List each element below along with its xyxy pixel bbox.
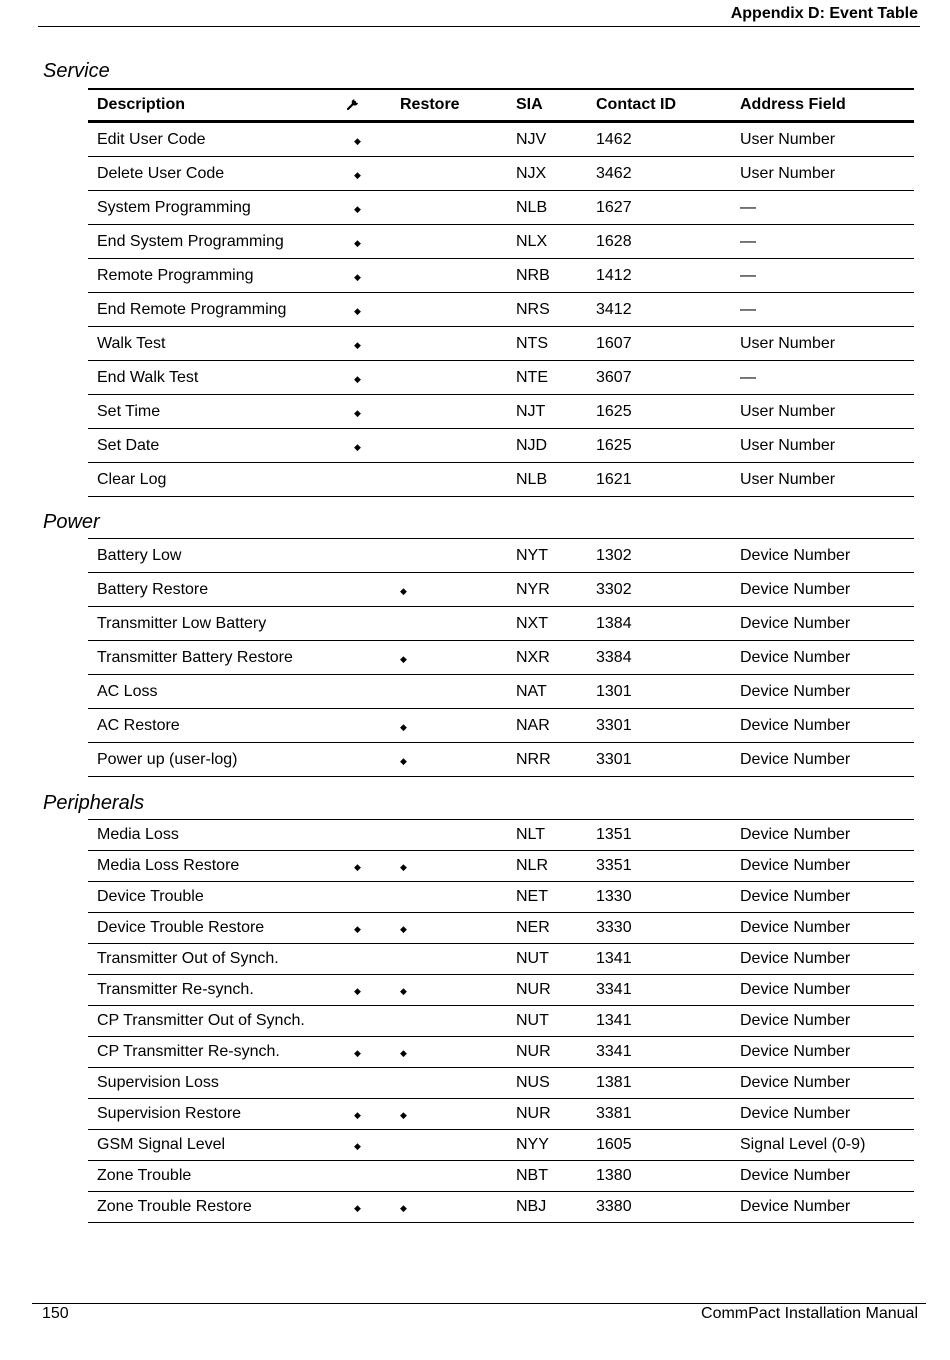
table-row xyxy=(88,1192,914,1223)
cell-sia: NYT xyxy=(507,539,587,573)
cell-contact-id: 1627 xyxy=(587,191,731,225)
cell-description: Set Time xyxy=(88,395,345,429)
table-row xyxy=(88,607,914,641)
cell-description: Edit User Code xyxy=(88,122,345,157)
cell-wrench-mark xyxy=(345,913,391,944)
cell-wrench-mark xyxy=(345,1192,391,1223)
restore-mark-diamond: ◆ xyxy=(400,924,407,934)
table-row xyxy=(88,191,914,225)
cell-address-field: Device Number xyxy=(731,1099,914,1130)
cell-restore-mark xyxy=(391,675,507,709)
cell-restore-mark xyxy=(391,157,507,191)
cell-sia: NUR xyxy=(507,1037,587,1068)
cell-wrench-mark xyxy=(345,607,391,641)
cell-address-field: Device Number xyxy=(731,913,914,944)
cell-contact-id: 1341 xyxy=(587,944,731,975)
table-row xyxy=(88,675,914,709)
cell-sia: NTS xyxy=(507,327,587,361)
cell-description: Walk Test xyxy=(88,327,345,361)
cell-restore-mark xyxy=(391,225,507,259)
event-table-power xyxy=(88,538,914,777)
cell-wrench-mark xyxy=(345,641,391,675)
cell-wrench-mark xyxy=(345,573,391,607)
cell-description: Zone Trouble Restore xyxy=(88,1192,345,1223)
wrench-mark-diamond: ◆ xyxy=(354,169,361,180)
cell-restore-mark xyxy=(391,743,507,777)
table-row xyxy=(88,882,914,913)
column-header-description: Description xyxy=(88,89,345,122)
section-title-service: Service xyxy=(43,60,110,82)
cell-sia: NAT xyxy=(507,675,587,709)
wrench-mark-diamond: ◆ xyxy=(354,441,361,452)
cell-sia: NBJ xyxy=(507,1192,587,1223)
table-row xyxy=(88,913,914,944)
cell-restore-mark xyxy=(391,539,507,573)
cell-restore-mark xyxy=(391,882,507,913)
cell-description: Transmitter Battery Restore xyxy=(88,641,345,675)
cell-wrench-mark xyxy=(345,1161,391,1192)
cell-wrench-mark xyxy=(345,361,391,395)
wrench-mark-diamond: ◆ xyxy=(354,1048,361,1058)
cell-contact-id: 3341 xyxy=(587,975,731,1006)
cell-wrench-mark xyxy=(345,882,391,913)
cell-contact-id: 1628 xyxy=(587,225,731,259)
wrench-mark-diamond: ◆ xyxy=(354,305,361,316)
cell-sia: NJX xyxy=(507,157,587,191)
cell-sia: NUT xyxy=(507,944,587,975)
cell-restore-mark xyxy=(391,641,507,675)
cell-restore-mark xyxy=(391,1068,507,1099)
cell-description: End Remote Programming xyxy=(88,293,345,327)
table-row xyxy=(88,1099,914,1130)
cell-description: Power up (user-log) xyxy=(88,743,345,777)
page-number: 150 xyxy=(42,1305,69,1322)
cell-address-field: Signal Level (0-9) xyxy=(731,1130,914,1161)
table-row xyxy=(88,975,914,1006)
cell-wrench-mark xyxy=(345,539,391,573)
wrench-mark-diamond: ◆ xyxy=(354,339,361,350)
cell-contact-id: 3301 xyxy=(587,709,731,743)
cell-description: CP Transmitter Re-synch. xyxy=(88,1037,345,1068)
page-footer xyxy=(32,1303,926,1328)
cell-restore-mark xyxy=(391,975,507,1006)
cell-contact-id: 3341 xyxy=(587,1037,731,1068)
cell-address-field: User Number xyxy=(731,327,914,361)
cell-wrench-mark xyxy=(345,743,391,777)
wrench-mark-diamond: ◆ xyxy=(354,924,361,934)
restore-mark-diamond: ◆ xyxy=(400,653,407,664)
table-row xyxy=(88,463,914,497)
cell-address-field: Device Number xyxy=(731,641,914,675)
cell-description: Clear Log xyxy=(88,463,345,497)
cell-address-field: Device Number xyxy=(731,1161,914,1192)
cell-wrench-mark xyxy=(345,259,391,293)
cell-description: Transmitter Re-synch. xyxy=(88,975,345,1006)
cell-sia: NRS xyxy=(507,293,587,327)
cell-sia: NXT xyxy=(507,607,587,641)
cell-contact-id: 1302 xyxy=(587,539,731,573)
cell-address-field: User Number xyxy=(731,429,914,463)
cell-sia: NLT xyxy=(507,820,587,851)
cell-address-field: Device Number xyxy=(731,975,914,1006)
cell-contact-id: 3462 xyxy=(587,157,731,191)
cell-address-field: User Number xyxy=(731,157,914,191)
wrench-mark-diamond: ◆ xyxy=(354,271,361,282)
cell-wrench-mark xyxy=(345,975,391,1006)
cell-sia: NYY xyxy=(507,1130,587,1161)
cell-wrench-mark xyxy=(345,225,391,259)
cell-wrench-mark xyxy=(345,820,391,851)
cell-sia: NUR xyxy=(507,1099,587,1130)
column-header-contact-id: Contact ID xyxy=(587,89,731,122)
cell-contact-id: 1462 xyxy=(587,122,731,157)
table-row xyxy=(88,157,914,191)
cell-address-field: Device Number xyxy=(731,944,914,975)
cell-restore-mark xyxy=(391,429,507,463)
cell-address-field: Device Number xyxy=(731,1037,914,1068)
cell-contact-id: 3412 xyxy=(587,293,731,327)
cell-contact-id: 3301 xyxy=(587,743,731,777)
cell-restore-mark xyxy=(391,1161,507,1192)
cell-wrench-mark xyxy=(345,851,391,882)
cell-restore-mark xyxy=(391,913,507,944)
cell-description: Set Date xyxy=(88,429,345,463)
cell-contact-id: 3351 xyxy=(587,851,731,882)
table-row xyxy=(88,1037,914,1068)
cell-wrench-mark xyxy=(345,327,391,361)
wrench-mark-diamond: ◆ xyxy=(354,407,361,418)
table-row xyxy=(88,1130,914,1161)
cell-wrench-mark xyxy=(345,944,391,975)
cell-address-field: — xyxy=(731,259,914,293)
cell-description: Transmitter Low Battery xyxy=(88,607,345,641)
cell-address-field: Device Number xyxy=(731,743,914,777)
cell-sia: NTE xyxy=(507,361,587,395)
cell-restore-mark xyxy=(391,944,507,975)
wrench-mark-diamond: ◆ xyxy=(354,1110,361,1120)
table-row xyxy=(88,259,914,293)
cell-contact-id: 3381 xyxy=(587,1099,731,1130)
cell-wrench-mark xyxy=(345,1099,391,1130)
restore-mark-diamond: ◆ xyxy=(400,585,407,596)
cell-restore-mark xyxy=(391,1037,507,1068)
cell-sia: NLR xyxy=(507,851,587,882)
cell-sia: NXR xyxy=(507,641,587,675)
table-row xyxy=(88,293,914,327)
cell-restore-mark xyxy=(391,851,507,882)
table-row xyxy=(88,361,914,395)
cell-description: End Walk Test xyxy=(88,361,345,395)
cell-sia: NUS xyxy=(507,1068,587,1099)
restore-mark-diamond: ◆ xyxy=(400,862,407,872)
cell-description: End System Programming xyxy=(88,225,345,259)
cell-sia: NET xyxy=(507,882,587,913)
cell-contact-id: 1607 xyxy=(587,327,731,361)
cell-restore-mark xyxy=(391,395,507,429)
cell-description: Remote Programming xyxy=(88,259,345,293)
cell-sia: NLX xyxy=(507,225,587,259)
cell-sia: NRB xyxy=(507,259,587,293)
wrench-mark-diamond: ◆ xyxy=(354,1203,361,1213)
cell-sia: NUT xyxy=(507,1006,587,1037)
cell-address-field: Device Number xyxy=(731,709,914,743)
cell-description: Device Trouble Restore xyxy=(88,913,345,944)
restore-mark-diamond: ◆ xyxy=(400,986,407,996)
cell-address-field: Device Number xyxy=(731,1192,914,1223)
cell-contact-id: 1625 xyxy=(587,395,731,429)
cell-address-field: — xyxy=(731,225,914,259)
manual-title: CommPact Installation Manual xyxy=(701,1305,918,1322)
cell-address-field: — xyxy=(731,191,914,225)
cell-restore-mark xyxy=(391,607,507,641)
cell-sia: NJD xyxy=(507,429,587,463)
cell-address-field: Device Number xyxy=(731,851,914,882)
cell-address-field: Device Number xyxy=(731,607,914,641)
wrench-mark-diamond: ◆ xyxy=(354,237,361,248)
cell-address-field: Device Number xyxy=(731,882,914,913)
cell-wrench-mark xyxy=(345,1068,391,1099)
restore-mark-diamond: ◆ xyxy=(400,721,407,732)
table-row xyxy=(88,573,914,607)
table-row xyxy=(88,1068,914,1099)
cell-restore-mark xyxy=(391,122,507,157)
cell-address-field: Device Number xyxy=(731,1006,914,1037)
cell-contact-id: 3302 xyxy=(587,573,731,607)
cell-contact-id: 1412 xyxy=(587,259,731,293)
cell-description: AC Loss xyxy=(88,675,345,709)
wrench-mark-diamond: ◆ xyxy=(354,135,361,146)
cell-restore-mark xyxy=(391,327,507,361)
cell-description: Zone Trouble xyxy=(88,1161,345,1192)
column-header-restore: Restore xyxy=(391,89,507,122)
cell-address-field: Device Number xyxy=(731,539,914,573)
cell-wrench-mark xyxy=(345,1037,391,1068)
event-table-peripherals xyxy=(88,819,914,1223)
cell-wrench-mark xyxy=(345,293,391,327)
cell-description: System Programming xyxy=(88,191,345,225)
wrench-icon xyxy=(345,94,363,117)
section-title-peripherals: Peripherals xyxy=(43,792,145,814)
cell-contact-id: 1384 xyxy=(587,607,731,641)
table-row xyxy=(88,641,914,675)
event-table-service xyxy=(88,88,914,497)
cell-wrench-mark xyxy=(345,395,391,429)
cell-contact-id: 1301 xyxy=(587,675,731,709)
cell-contact-id: 1621 xyxy=(587,463,731,497)
cell-restore-mark xyxy=(391,259,507,293)
cell-restore-mark xyxy=(391,573,507,607)
table-row xyxy=(88,709,914,743)
cell-contact-id: 1330 xyxy=(587,882,731,913)
cell-contact-id: 1381 xyxy=(587,1068,731,1099)
cell-address-field: Device Number xyxy=(731,1068,914,1099)
cell-address-field: Device Number xyxy=(731,573,914,607)
cell-wrench-mark xyxy=(345,675,391,709)
cell-restore-mark xyxy=(391,709,507,743)
table-row xyxy=(88,1006,914,1037)
cell-sia: NJV xyxy=(507,122,587,157)
cell-restore-mark xyxy=(391,191,507,225)
restore-mark-diamond: ◆ xyxy=(400,1203,407,1213)
cell-description: Supervision Loss xyxy=(88,1068,345,1099)
table-row xyxy=(88,1161,914,1192)
cell-sia: NJT xyxy=(507,395,587,429)
table-row xyxy=(88,743,914,777)
cell-sia: NER xyxy=(507,913,587,944)
cell-restore-mark xyxy=(391,1099,507,1130)
cell-address-field: Device Number xyxy=(731,820,914,851)
page-header xyxy=(38,4,920,27)
cell-description: Device Trouble xyxy=(88,882,345,913)
cell-wrench-mark xyxy=(345,463,391,497)
cell-description: Transmitter Out of Synch. xyxy=(88,944,345,975)
cell-description: Delete User Code xyxy=(88,157,345,191)
cell-contact-id: 1625 xyxy=(587,429,731,463)
table-row xyxy=(88,429,914,463)
cell-wrench-mark xyxy=(345,429,391,463)
cell-restore-mark xyxy=(391,1130,507,1161)
table-row xyxy=(88,395,914,429)
cell-sia: NLB xyxy=(507,463,587,497)
cell-description: GSM Signal Level xyxy=(88,1130,345,1161)
column-header-address-field: Address Field xyxy=(731,89,914,122)
cell-contact-id: 3384 xyxy=(587,641,731,675)
table-row xyxy=(88,539,914,573)
table-row xyxy=(88,225,914,259)
cell-contact-id: 1380 xyxy=(587,1161,731,1192)
cell-address-field: User Number xyxy=(731,122,914,157)
restore-mark-diamond: ◆ xyxy=(400,755,407,766)
cell-description: Media Loss xyxy=(88,820,345,851)
cell-sia: NUR xyxy=(507,975,587,1006)
cell-restore-mark xyxy=(391,361,507,395)
cell-sia: NYR xyxy=(507,573,587,607)
wrench-mark-diamond: ◆ xyxy=(354,203,361,214)
cell-restore-mark xyxy=(391,293,507,327)
cell-address-field: Device Number xyxy=(731,675,914,709)
cell-description: Supervision Restore xyxy=(88,1099,345,1130)
cell-restore-mark xyxy=(391,1006,507,1037)
cell-wrench-mark xyxy=(345,1130,391,1161)
cell-contact-id: 3607 xyxy=(587,361,731,395)
cell-address-field: — xyxy=(731,293,914,327)
cell-description: Battery Low xyxy=(88,539,345,573)
cell-address-field: User Number xyxy=(731,463,914,497)
table-header-row xyxy=(88,89,914,122)
cell-contact-id: 1351 xyxy=(587,820,731,851)
cell-contact-id: 1341 xyxy=(587,1006,731,1037)
cell-description: Battery Restore xyxy=(88,573,345,607)
restore-mark-diamond: ◆ xyxy=(400,1110,407,1120)
wrench-mark-diamond: ◆ xyxy=(354,1141,361,1151)
cell-address-field: — xyxy=(731,361,914,395)
cell-sia: NRR xyxy=(507,743,587,777)
table-row xyxy=(88,820,914,851)
table-row xyxy=(88,851,914,882)
header-title: Appendix D: Event Table xyxy=(730,5,918,22)
cell-wrench-mark xyxy=(345,122,391,157)
table-row xyxy=(88,944,914,975)
cell-address-field: User Number xyxy=(731,395,914,429)
cell-restore-mark xyxy=(391,463,507,497)
table-row xyxy=(88,327,914,361)
cell-wrench-mark xyxy=(345,1006,391,1037)
section-title-power: Power xyxy=(43,511,100,533)
wrench-mark-diamond: ◆ xyxy=(354,986,361,996)
cell-wrench-mark xyxy=(345,709,391,743)
restore-mark-diamond: ◆ xyxy=(400,1048,407,1058)
cell-contact-id: 3330 xyxy=(587,913,731,944)
cell-wrench-mark xyxy=(345,191,391,225)
wrench-mark-diamond: ◆ xyxy=(354,862,361,872)
column-header-sia: SIA xyxy=(507,89,587,122)
cell-contact-id: 3380 xyxy=(587,1192,731,1223)
column-header-wrench xyxy=(345,89,391,122)
wrench-mark-diamond: ◆ xyxy=(354,373,361,384)
cell-sia: NLB xyxy=(507,191,587,225)
cell-sia: NAR xyxy=(507,709,587,743)
cell-wrench-mark xyxy=(345,157,391,191)
cell-description: AC Restore xyxy=(88,709,345,743)
table-row xyxy=(88,122,914,157)
cell-restore-mark xyxy=(391,1192,507,1223)
cell-restore-mark xyxy=(391,820,507,851)
cell-sia: NBT xyxy=(507,1161,587,1192)
cell-description: Media Loss Restore xyxy=(88,851,345,882)
cell-contact-id: 1605 xyxy=(587,1130,731,1161)
cell-description: CP Transmitter Out of Synch. xyxy=(88,1006,345,1037)
